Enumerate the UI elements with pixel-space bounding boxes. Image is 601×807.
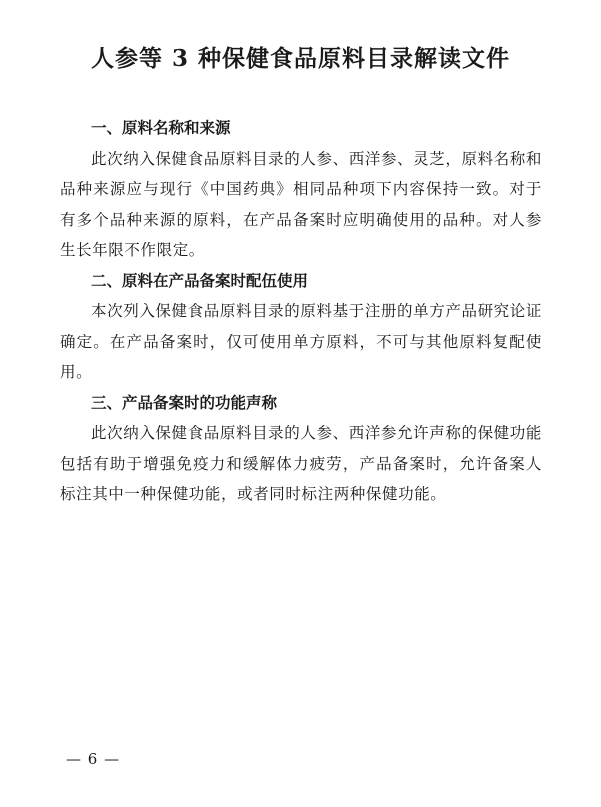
section-2-heading: 二、原料在产品备案时配伍使用: [91, 271, 309, 290]
section-3-heading: 三、产品备案时的功能声称: [91, 393, 278, 412]
section-1-paragraph: 此次纳入保健食品原料目录的人参、西洋参、灵芝，原料名称和品种来源应与现行《中国药典》相同品种项下内容保持一致。对于有多个品种来源的原料，在产品备案时应明确使用的品种。对人参生长年限不作限定。: [60, 149, 542, 259]
section-3-paragraph: 此次纳入保健食品原料目录的人参、西洋参允许声称的保健功能包括有助于增强免疫力和缓解体力疲劳，产品备案时，允许备案人标注其中一种保健功能，或者同时标注两种保健功能。: [60, 424, 542, 503]
document-body: [60, 113, 542, 510]
document-title: 人参等 3 种保健食品原料目录解读文件: [90, 45, 511, 72]
section-1-heading: 一、原料名称和来源: [91, 119, 231, 137]
page-number: — 6 —: [66, 750, 121, 768]
section-2-paragraph: 本次列入保健食品原料目录的原料基于注册的单方产品研究论证确定。在产品备案时，仅可使用单方原料，不可与其他原料复配使用。: [60, 302, 542, 381]
